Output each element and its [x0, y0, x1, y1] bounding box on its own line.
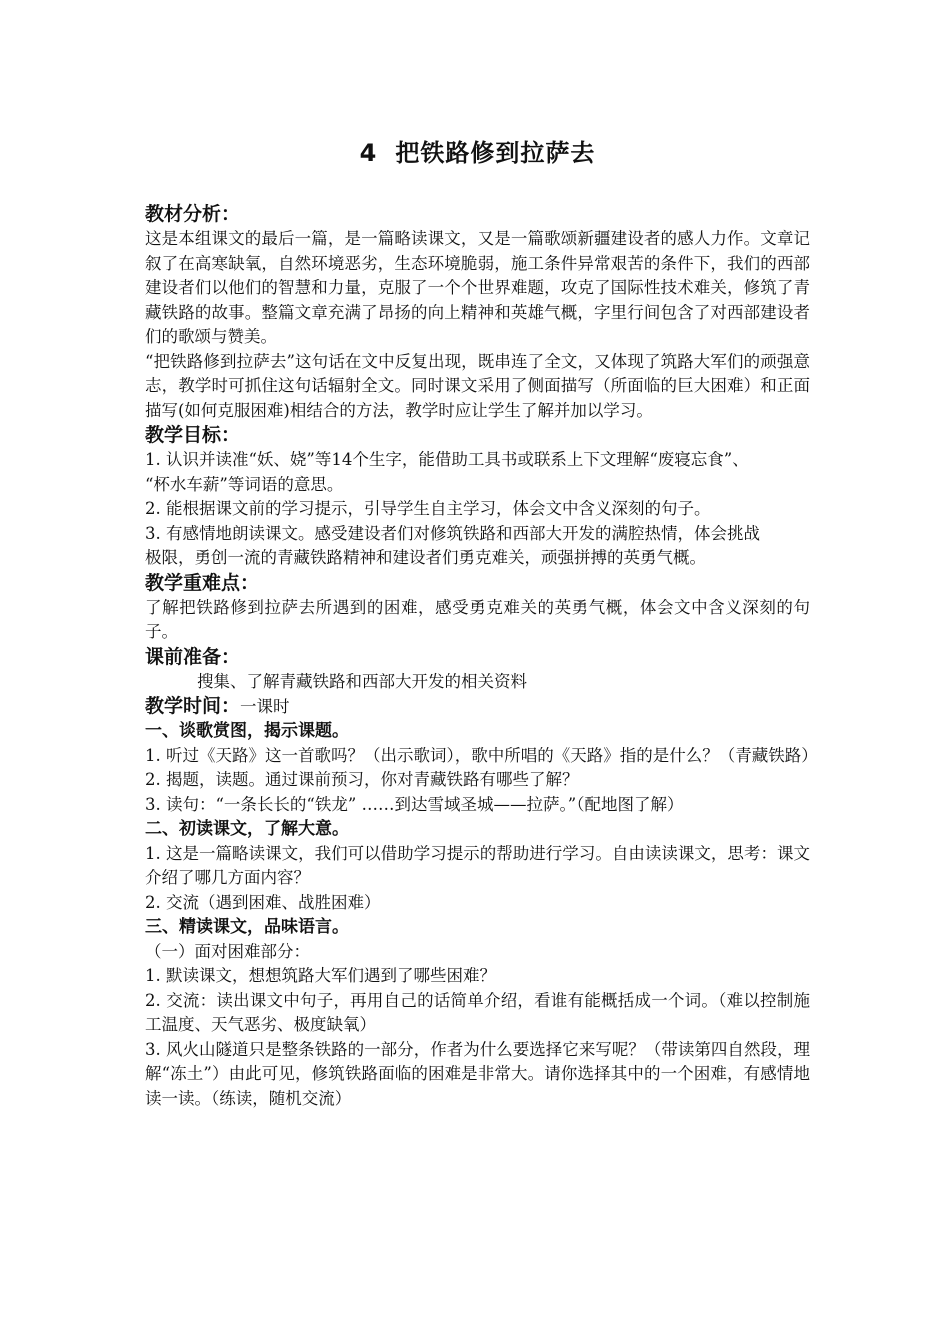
section-3-item-3: 3. 风火山隧道只是整条铁路的一部分，作者为什么要选择它来写呢？（带读第四自然段，理解“冻土”）由此可见，修筑铁路面临的困难是非常大。请你选择其中的一个困难，有感情地读一读。（练读，随机交流） — [145, 1039, 810, 1108]
preparation-heading: 课前准备： — [145, 645, 241, 668]
page-title — [145, 138, 810, 168]
section-3-item-2: 2. 交流：读出课文中句子，再用自己的话简单介绍，看谁有能概括成一个词。（难以控制施工温度、天气恶劣、极度缺氧） — [145, 990, 810, 1034]
goal-2: 2. 能根据课文前的学习提示，引导学生自主学习，体会文中含义深刻的句子。 — [145, 499, 711, 518]
section-1-heading: 一、谈歌赏图，揭示课题。 — [145, 721, 349, 741]
goal-3-line-1: 3. 有感情地朗读课文。感受建设者们对修筑铁路和西部大开发的满腔热情，体会挑战 — [145, 523, 760, 543]
section-1-item-3: 3. 读句：“一条长长的“铁龙” ……到达雪域圣城——拉萨。”（配地图了解） — [145, 794, 684, 814]
section-2-item-2: 2. 交流（遇到困难、战胜困难） — [145, 892, 381, 912]
teaching-time-line — [145, 694, 810, 719]
goals-heading: 教学目标： — [145, 424, 241, 446]
key-points-heading: 教学重难点： — [145, 571, 260, 594]
section-1-item-2: 2. 揭题，读题。通过课前预习，你对青藏铁路有哪些了解？ — [145, 770, 579, 789]
goal-1-line-1: 1. 认识并读准“妖、娆”等14个生字，能借助工具书或联系上下文理解“废寝忘食”、 — [145, 450, 749, 469]
key-points-text: 了解把铁路修到拉萨去所遇到的困难，感受勇克难关的英勇气概，体会文中含义深刻的句子。 — [145, 597, 810, 641]
analysis-paragraph-2: “把铁路修到拉萨去”这句话在文中反复出现，既串连了全文，又体现了筑路大军们的顽强意志，教学时可抓住这句话辐射全文。同时课文采用了侧面描写（所面临的巨大困难）和正面描写(如何克服困难)相结合的方法，教学时应让学生了解并加以学习。 — [145, 351, 810, 420]
section-3-heading: 三、精读课文，品味语言。 — [145, 917, 349, 937]
lesson-title: 把铁路修到拉萨去 — [395, 139, 596, 167]
teaching-time-heading: 教学时间： — [145, 695, 241, 717]
section-3-subheading: （一）面对困难部分： — [145, 941, 310, 961]
section-3-item-1: 1. 默读课文，想想筑路大军们遇到了哪些困难？ — [145, 966, 496, 985]
goal-3-line-2: 极限，勇创一流的青藏铁路精神和建设者们勇克难关，顽强拼搏的英勇气概。 — [145, 548, 706, 567]
goal-1-line-2: “杯水车薪”等词语的意思。 — [145, 474, 344, 494]
teaching-time-value: 一课时 — [240, 697, 290, 716]
preparation-text: 搜集、了解青藏铁路和西部大开发的相关资料 — [197, 671, 527, 691]
analysis-heading: 教材分析： — [145, 203, 241, 225]
section-2-heading: 二、初读课文，了解大意。 — [145, 819, 349, 839]
analysis-paragraph-1: 这是本组课文的最后一篇，是一篇略读课文，又是一篇歌颂新疆建设者的感人力作。文章记叙了在高寒缺氧，自然环境恶劣，生态环境脆弱，施工条件异常艰苦的条件下，我们的西部建设者们以他们的智慧和力量，克服了一个个世界难题，攻克了国际性技术难关，修筑了青藏铁路的故事。整篇文章充满了昂扬的向上精神和英雄气概，字里行间包含了对西部建设者们的歌颂与赞美。 — [145, 229, 810, 346]
lesson-number: 4 — [359, 139, 378, 167]
section-1-item-1: 1. 听过《天路》这一首歌吗？（出示歌词），歌中所唱的《天路》指的是什么？（青藏铁路） — [145, 745, 818, 765]
section-2-item-1: 1. 这是一篇略读课文，我们可以借助学习提示的帮助进行学习。自由读读课文，思考：课文介绍了哪几方面内容？ — [145, 843, 810, 887]
